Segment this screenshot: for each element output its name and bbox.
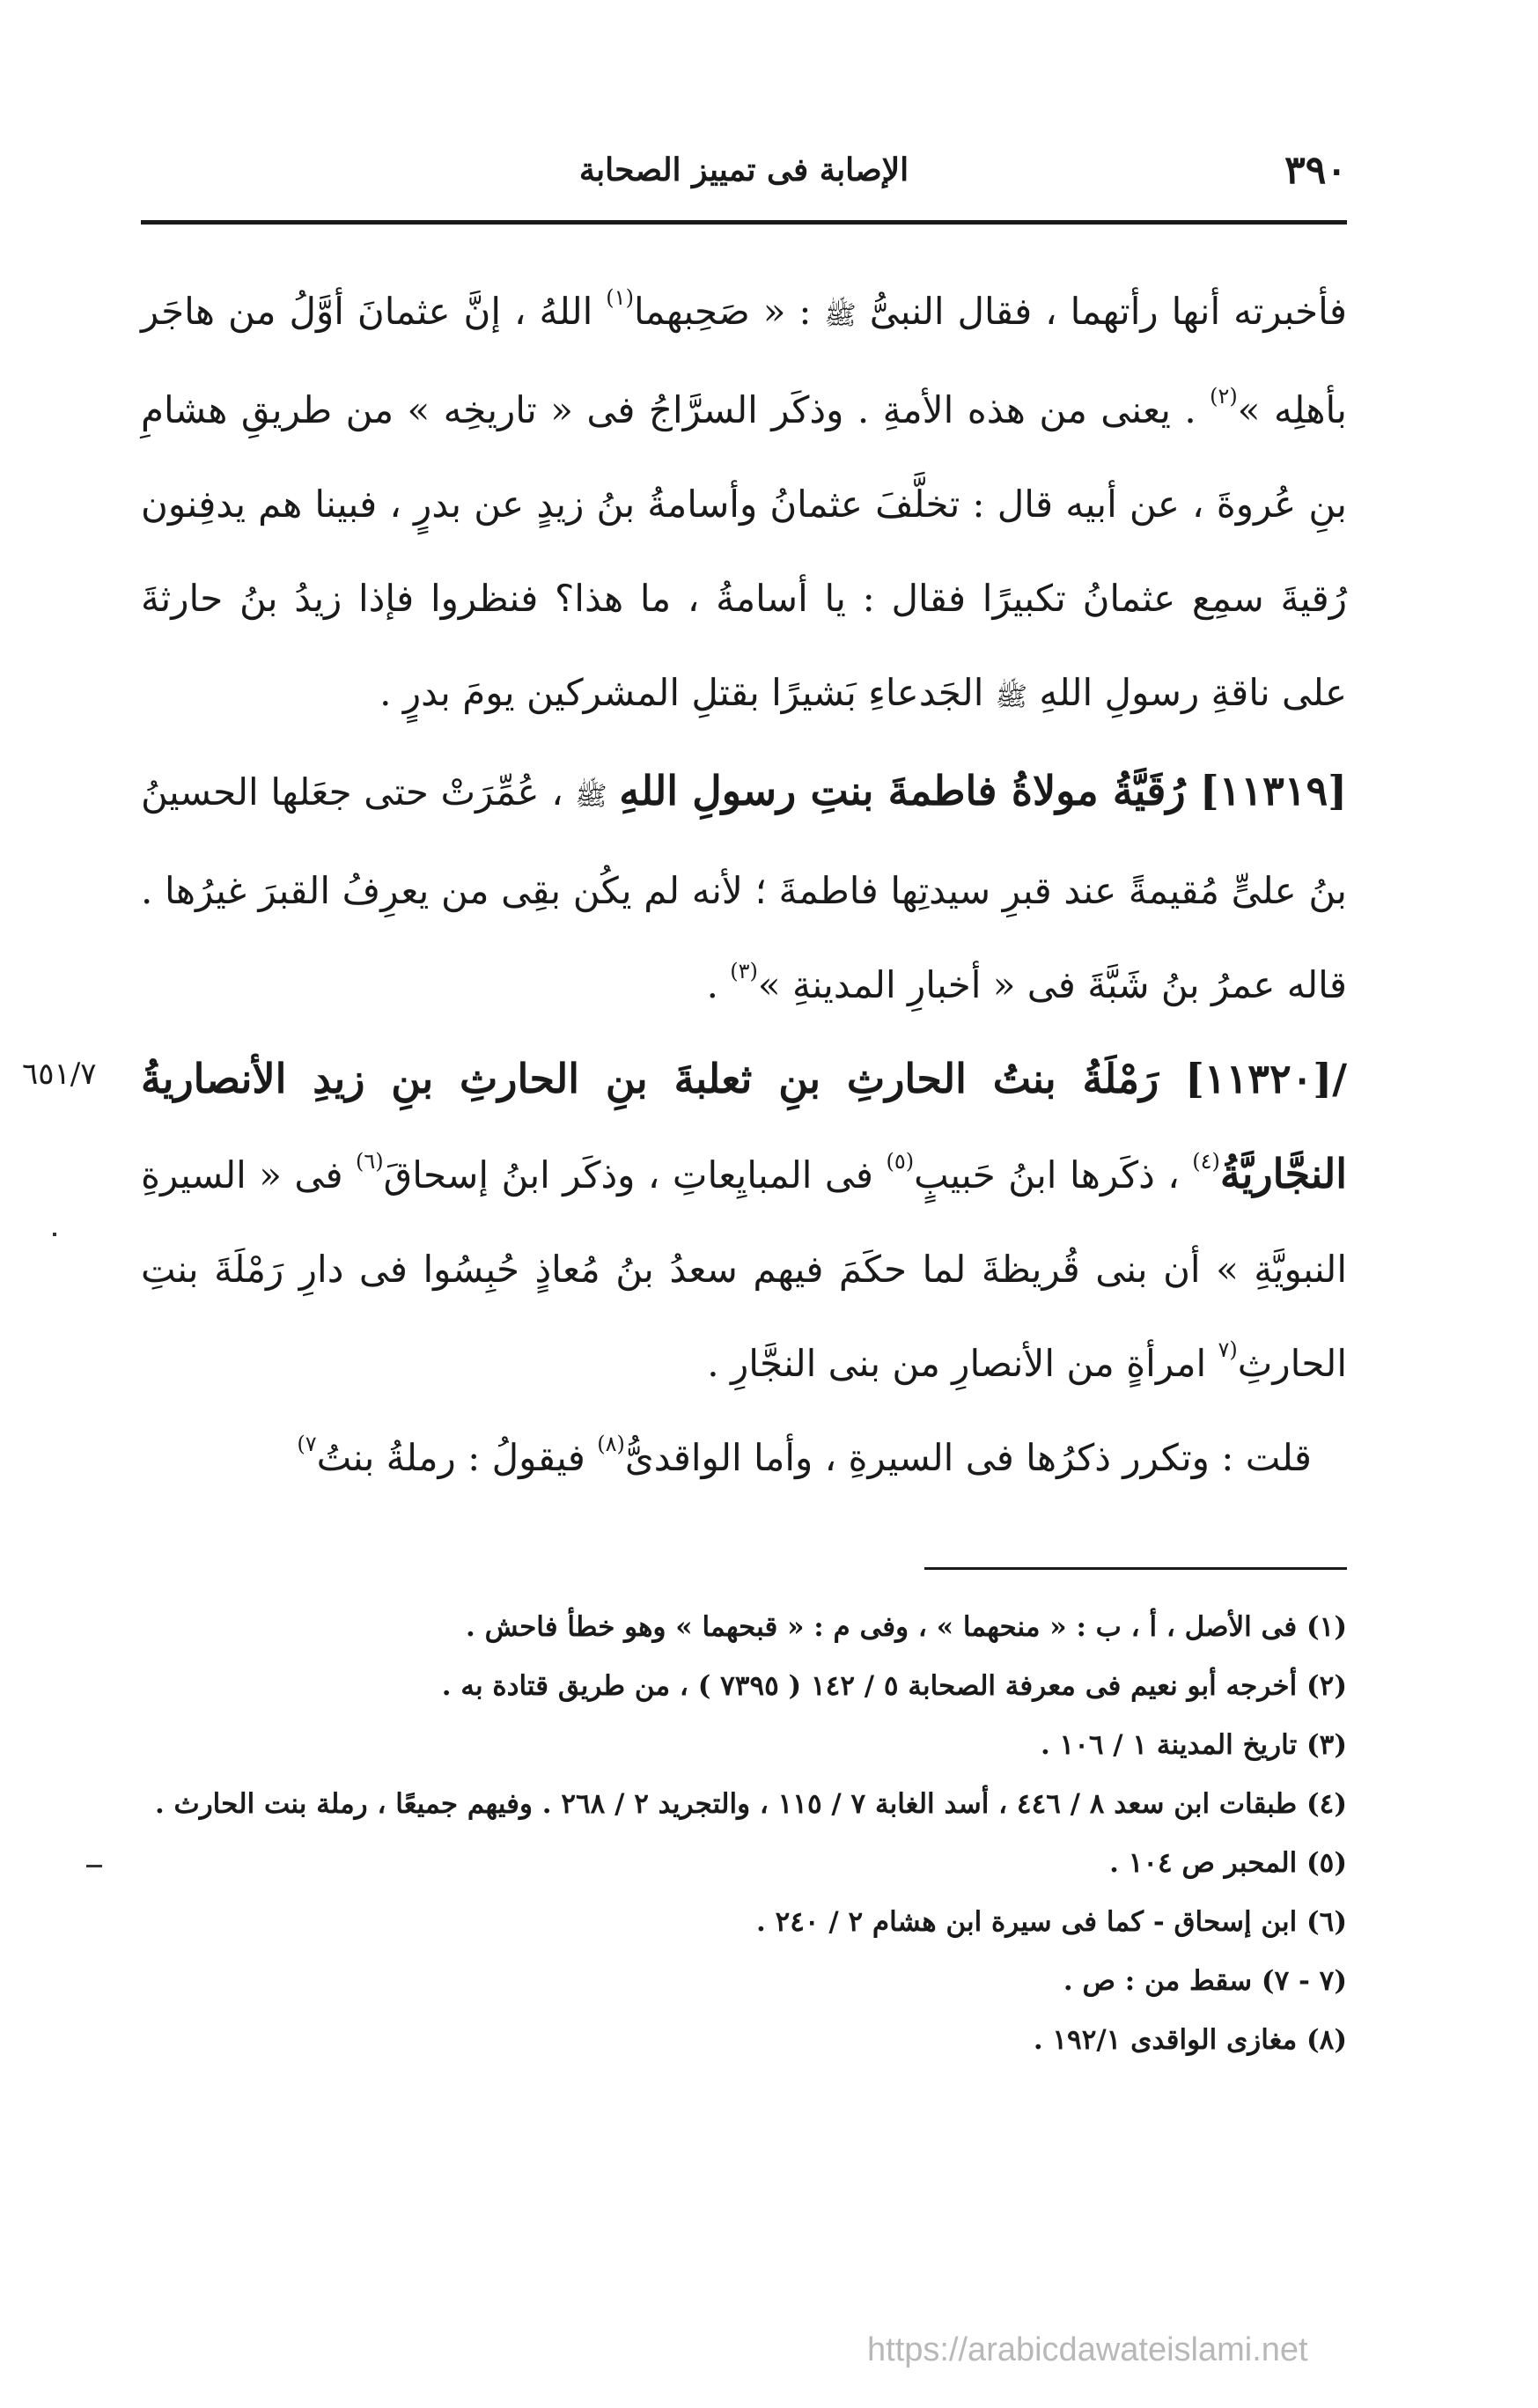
scan-speck: [53, 1233, 56, 1236]
footnote-marker-5[interactable]: (٥): [886, 1149, 915, 1174]
text-span: فيقولُ : رملةُ بنتُ: [316, 1436, 598, 1479]
footnote-6: (٦) ابن إسحاق - كما فى سيرة ابن هشام ٢ / ٢٤٠ .: [756, 1906, 1347, 1938]
salla-symbol: ﷺ: [995, 681, 1027, 712]
text-span: اللهُ ، إنَّ عثمانَ أوَّلُ من هاجَر بأهلِه »: [141, 290, 1347, 431]
footnote-marker-4[interactable]: (٤): [1192, 1149, 1220, 1174]
paragraph-qult: [141, 1410, 1347, 1505]
salla-symbol: ﷺ: [575, 781, 607, 812]
footnote-5: (٥) المحبر ص ١٠٤ .: [1109, 1847, 1347, 1879]
page-header: [141, 132, 1347, 211]
footnote-3: (٣) تاريخ المدينة ١ / ١٠٦ .: [1040, 1729, 1347, 1761]
book-page: [22, 132, 1347, 2333]
text-span: الجَدعاءِ بَشيرًا بقتلِ المشركين يومَ بدرٍ .: [379, 671, 996, 714]
footnote-1: (١) فى الأصل ، أ ، ب : « منحهما » ، وفى م : « قبحهما » وهو خطأ فاحش .: [466, 1611, 1347, 1643]
entry-slash: /: [1332, 1055, 1347, 1102]
footnote-8: (٨) مغازى الواقدى ١٩٢/١ .: [1033, 2024, 1347, 2056]
text-span: امرأةٍ من الأنصارِ من بنى النجَّارِ .: [707, 1342, 1218, 1385]
text-span: فى « السيرةِ النبويَّةِ » أن بنى قُريظةَ لما حكَمَ فيهم سعدُ بنُ مُعاذٍ حُبِسُوا فى دارِ رَمْلَةَ بنتِ الحارثِ: [141, 1153, 1347, 1385]
entry-11319: [141, 744, 1347, 1032]
text-span: ، ذكَرها ابنُ حَبيبٍ: [914, 1153, 1193, 1197]
footnote-7: (٧ - ٧) سقط من : ص .: [1063, 1965, 1347, 1997]
entry-heading: [١١٣٢٠] رَمْلَةُ بنتُ الحارثِ بنِ ثعلبةَ بنِ الحارثِ بنِ زيدِ الأنصاريةُ النجَّاريَّةُ: [141, 1055, 1347, 1197]
footnotes: [141, 1598, 1347, 2070]
footnote-marker-3[interactable]: (٣): [730, 959, 758, 983]
text-span: . يعنى من هذه الأمةِ . وذكَر السرَّاجُ فى « تاريخِه » من طريقِ هشامِ بنِ عُروةَ ، عن أبيه قال : تخلَّفَ عثمانُ وأسامةُ بنُ زيدٍ عن بدرٍ ، فبينا هم يدفِنون رُقيةَ سمِع عثمانُ تكبيرًا فقال : يا أسامةُ ، ما هذا؟ فنظروا فإذا زيدُ بنُ حارثةَ على ناقةِ رسولِ اللهِ: [141, 388, 1347, 714]
footnote-marker-1[interactable]: (١): [606, 285, 634, 310]
footnote-2: (٢) أخرجه أبو نعيم فى معرفة الصحابة ٥ / ١٤٢ ( ٧٣٩٥ ) ، من طريق قتادة به .: [441, 1670, 1347, 1702]
page-number: ٣٩٠: [1284, 148, 1347, 193]
entry-heading: [١١٣١٩] رُقَيَّةُ مولاةُ فاطمةَ بنتِ رسولِ اللهِ: [619, 767, 1347, 814]
main-text: [141, 264, 1347, 1505]
running-title: الإصابة فى تمييز الصحابة: [578, 151, 909, 188]
text-span: قلت : وتكرر ذكرُها فى السيرةِ ، وأما الواقدىُّ: [624, 1436, 1312, 1479]
paragraph-rugayya-burial: [141, 264, 1347, 744]
footnote-marker-6[interactable]: (٦): [356, 1149, 384, 1174]
footnote-4: (٤) طبقات ابن سعد ٨ / ٤٤٦ ، أسد الغابة ٧ / ١١٥ ، والتجريد ٢ / ٢٦٨ . وفيهم جميعًا ، رملة بنت الحارث .: [154, 1788, 1347, 1820]
text-span: .: [706, 963, 731, 1006]
margin-reference: ٦٥١/٧: [22, 1057, 97, 1092]
watermark-url: https://arabicdawateislami.net: [867, 2331, 1308, 2368]
text-span: ، عُمِّرَتْ حتى جعَلها الحسينُ بنُ علىٍّ مُقيمةً عند قبرِ سيدتِها فاطمةَ ؛ لأنه لم يكُن بقِى من يعرِفُ القبرَ غيرُها . قاله عمرُ بنُ شَبَّةَ فى « أخبارِ المدينةِ »: [141, 770, 1347, 1006]
footnote-rule: [924, 1567, 1347, 1570]
footnote-marker-7-close[interactable]: ٧): [297, 1432, 317, 1456]
salla-symbol: ﷺ: [824, 300, 857, 331]
scan-speck: [86, 1865, 102, 1867]
text-span: فى المبايِعاتِ ، وذكَر ابنُ إسحاقَ: [383, 1153, 887, 1197]
footnote-marker-8[interactable]: (٨): [597, 1432, 625, 1456]
footnote-marker-2[interactable]: (٢): [1210, 384, 1238, 409]
header-rule: [141, 220, 1347, 225]
footnote-marker-7-open[interactable]: (٧: [1218, 1337, 1238, 1362]
text-span: فأخبرته أنها رأتهما ، فقال النبىُّ: [856, 290, 1347, 333]
entry-11320: [141, 1032, 1347, 1410]
text-span: : « صَحِبهما: [633, 290, 825, 333]
